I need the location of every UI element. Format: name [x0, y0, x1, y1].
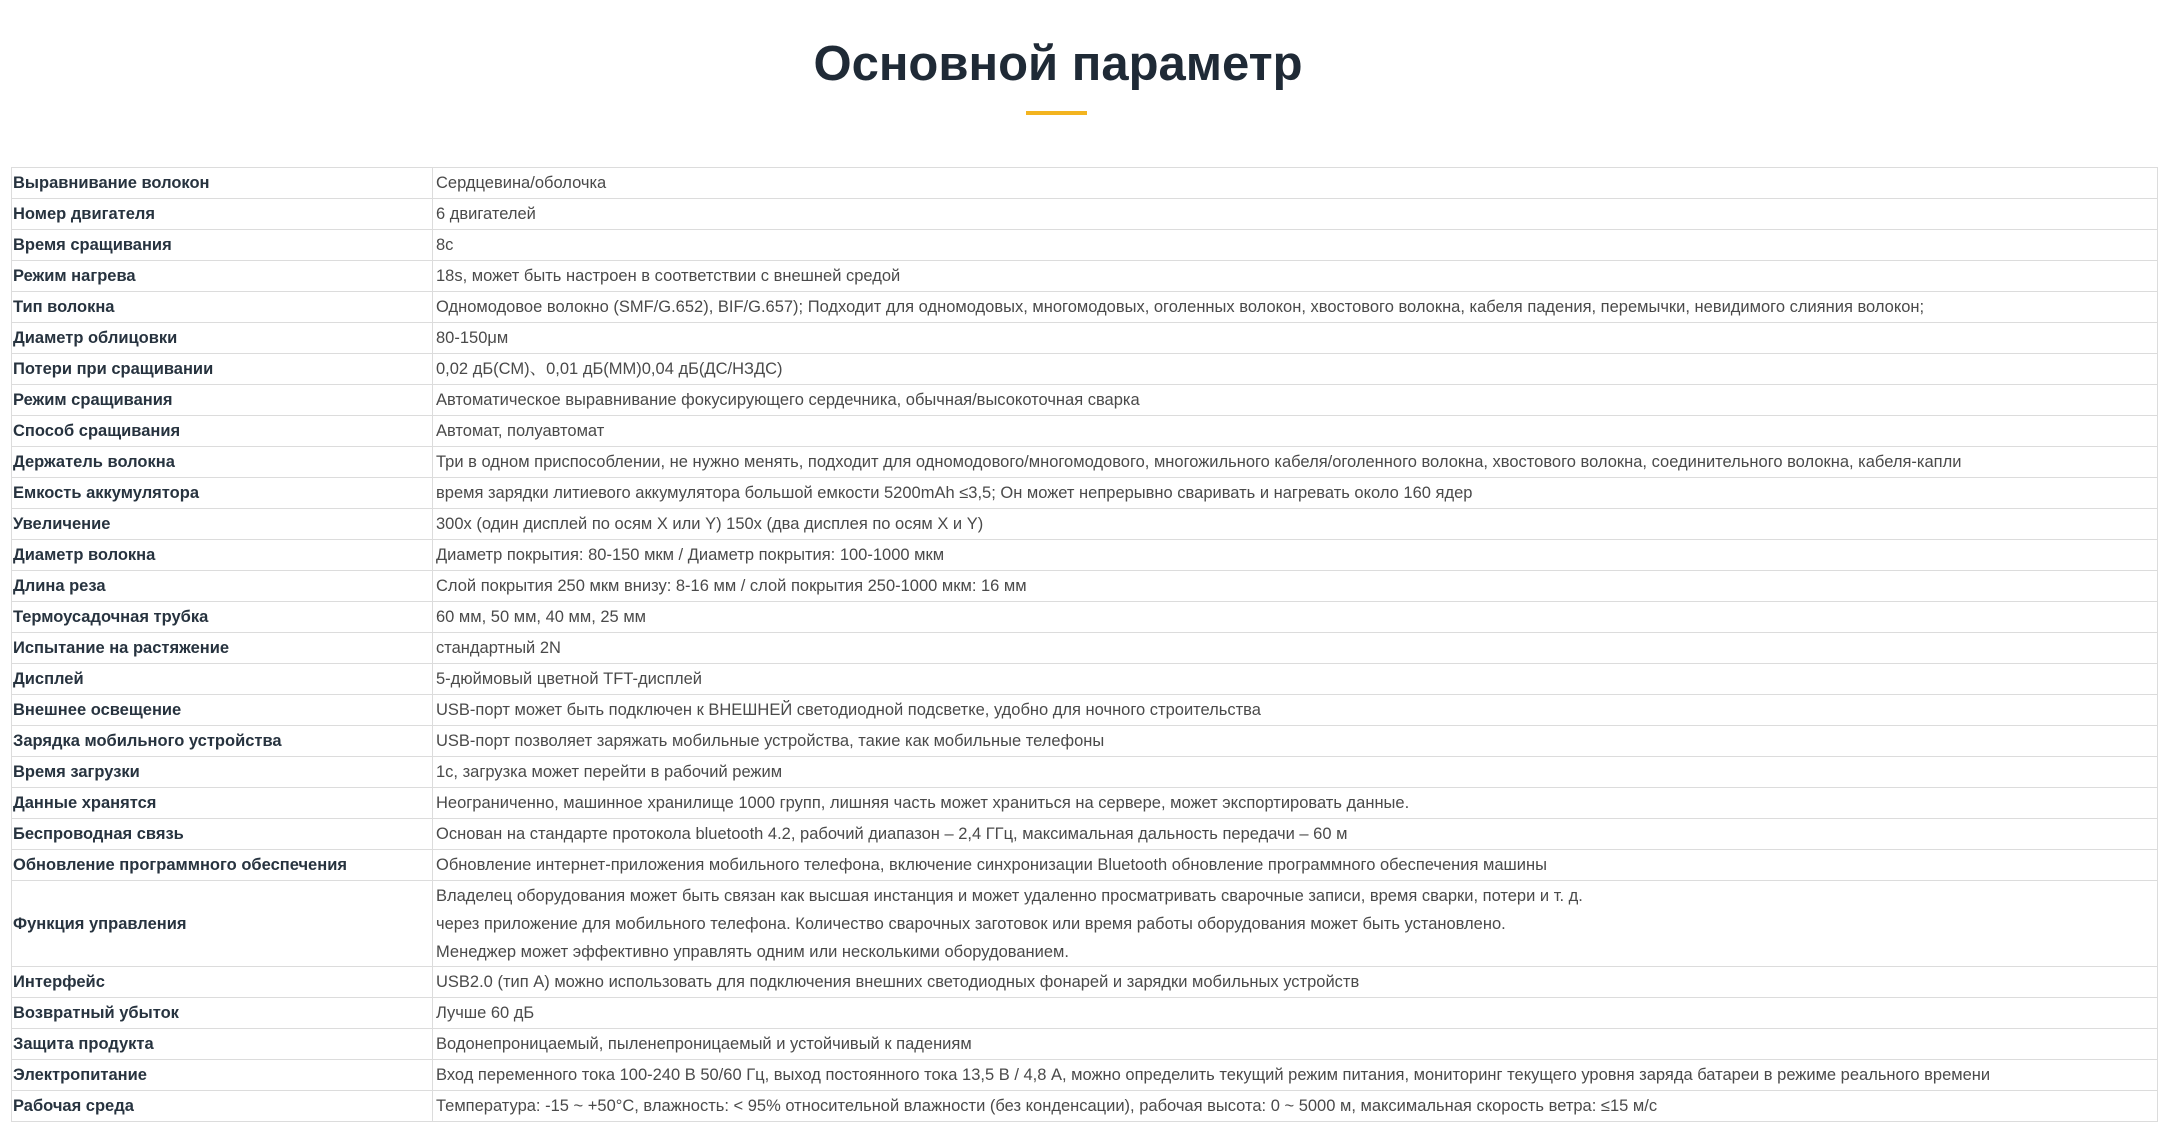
spec-value-text: 300x (один дисплей по осям X или Y) 150x (два дисплея по осям X и Y): [436, 515, 984, 533]
table-row: [12, 998, 2158, 1029]
spec-value-cell: [433, 416, 2158, 447]
spec-param-label: Зарядка мобильного устройства: [12, 726, 433, 757]
spec-value-cell: [433, 292, 2158, 323]
spec-param-label: Время загрузки: [12, 757, 433, 788]
spec-param-label: Тип волокна: [12, 292, 433, 323]
spec-param-label: Рабочая среда: [12, 1091, 433, 1122]
table-row: [12, 850, 2158, 881]
spec-param-label: Обновление программного обеспечения: [12, 850, 433, 881]
spec-value-text: Менеджер может эффективно управлять одним или несколькими оборудованием.: [436, 942, 1069, 961]
table-row: [12, 385, 2158, 416]
spec-value-cell: [433, 664, 2158, 695]
spec-value-text: 6 двигателей: [436, 205, 536, 223]
spec-value-text: Три в одном приспособлении, не нужно менять, подходит для одномодового/многомодового, многожильного кабеля/оголенного волокна, хвостового волокна, соединительного волокна, кабеля-капли: [436, 453, 1962, 471]
table-row: [12, 967, 2158, 998]
spec-value-text: Слой покрытия 250 мкм внизу: 8-16 мм / слой покрытия 250-1000 мкм: 16 мм: [436, 577, 1027, 595]
spec-param-label: Беспроводная связь: [12, 819, 433, 850]
spec-value-text: 1с, загрузка может перейти в рабочий режим: [436, 763, 783, 781]
spec-value-cell: [433, 261, 2158, 292]
table-row: [12, 633, 2158, 664]
table-row: [12, 168, 2158, 199]
spec-value-text: USB2.0 (тип A) можно использовать для подключения внешних светодиодных фонарей и зарядки мобильных устройств: [436, 973, 1360, 991]
spec-value-cell: [433, 757, 2158, 788]
table-row: [12, 571, 2158, 602]
spec-table-body: [12, 168, 2158, 1122]
spec-value-text: 60 мм, 50 мм, 40 мм, 25 мм: [436, 608, 647, 626]
spec-value-text: 8с: [436, 236, 454, 254]
table-row: [12, 199, 2158, 230]
spec-value-cell: [433, 447, 2158, 478]
table-row: [12, 416, 2158, 447]
spec-value-cell: [433, 1060, 2158, 1091]
spec-param-label: Потери при сращивании: [12, 354, 433, 385]
spec-value-cell: [433, 695, 2158, 726]
spec-value-cell: [433, 850, 2158, 881]
spec-value-text: Сердцевина/оболочка: [436, 174, 607, 192]
spec-value-text: 0,02 дБ(СМ)、0,01 дБ(ММ)0,04 дБ(ДС/НЗДС): [436, 360, 783, 378]
spec-value-cell: [433, 385, 2158, 416]
spec-param-label: Электропитание: [12, 1060, 433, 1091]
spec-value-text: стандартный 2N: [436, 639, 561, 657]
spec-value-cell: [433, 571, 2158, 602]
table-row: [12, 1029, 2158, 1060]
spec-value-cell: [433, 602, 2158, 633]
spec-value-cell: [433, 168, 2158, 199]
spec-param-label: Интерфейс: [12, 967, 433, 998]
spec-param-label: Режим сращивания: [12, 385, 433, 416]
spec-value-text: Автомат, полуавтомат: [436, 422, 605, 440]
spec-value-cell: [433, 354, 2158, 385]
spec-value-text: Автоматическое выравнивание фокусирующего сердечника, обычная/высокоточная сварка: [436, 391, 1140, 409]
spec-value-cell: [433, 788, 2158, 819]
spec-value-text: Неограниченно, машинное хранилище 1000 групп, лишняя часть может храниться на сервере, может экспортировать данные.: [436, 794, 1410, 812]
spec-value-text: Вход переменного тока 100-240 В 50/60 Гц, выход постоянного тока 13,5 В / 4,8 А, можно определить текущий режим питания, мониторинг текущего уровня заряда батареи в режиме реального времени: [436, 1066, 1991, 1084]
table-row: [12, 1091, 2158, 1122]
spec-param-label: Функция управления: [12, 881, 433, 967]
spec-value-cell: [433, 478, 2158, 509]
table-row: [12, 757, 2158, 788]
spec-value-text: через приложение для мобильного телефона. Количество сварочных заготовок или время работы оборудования может быть установлено.: [436, 914, 1506, 933]
spec-value-cell: [433, 881, 2158, 967]
spec-param-label: Выравнивание волокон: [12, 168, 433, 199]
table-row: [12, 447, 2158, 478]
table-row: [12, 819, 2158, 850]
title-underline: [1026, 111, 1087, 115]
spec-value-cell: [433, 726, 2158, 757]
spec-param-label: Длина реза: [12, 571, 433, 602]
spec-param-label: Держатель волокна: [12, 447, 433, 478]
spec-param-label: Режим нагрева: [12, 261, 433, 292]
spec-param-label: Диаметр облицовки: [12, 323, 433, 354]
table-row: [12, 726, 2158, 757]
table-row: [12, 230, 2158, 261]
spec-value-cell: [433, 509, 2158, 540]
spec-param-label: Время сращивания: [12, 230, 433, 261]
spec-value-cell: [433, 230, 2158, 261]
spec-value-cell: [433, 633, 2158, 664]
spec-value-cell: [433, 1029, 2158, 1060]
table-row: [12, 881, 2158, 967]
spec-param-label: Возвратный убыток: [12, 998, 433, 1029]
table-row: [12, 323, 2158, 354]
spec-value-cell: [433, 998, 2158, 1029]
spec-param-label: Номер двигателя: [12, 199, 433, 230]
spec-param-label: Испытание на растяжение: [12, 633, 433, 664]
spec-value-cell: [433, 323, 2158, 354]
spec-param-label: Емкость аккумулятора: [12, 478, 433, 509]
table-row: [12, 478, 2158, 509]
table-row: [12, 292, 2158, 323]
table-row: [12, 509, 2158, 540]
spec-value-text: Владелец оборудования может быть связан как высшая инстанция и может удаленно просматривать сварочные записи, время сварки, потери и т. д.: [436, 886, 1583, 905]
spec-value-text: время зарядки литиевого аккумулятора большой емкости 5200mAh ≤3,5; Он может непрерывно сваривать и нагревать около 160 ядер: [436, 484, 1473, 502]
spec-value-text: 80-150μм: [436, 329, 509, 347]
spec-param-label: Дисплей: [12, 664, 433, 695]
spec-param-label: Внешнее освещение: [12, 695, 433, 726]
page-title: Основной параметр: [813, 37, 1303, 91]
table-row: [12, 354, 2158, 385]
spec-value-text: Лучше 60 дБ: [436, 1004, 535, 1022]
table-row: [12, 1060, 2158, 1091]
spec-value-text: Температура: -15 ~ +50°C, влажность: < 95% относительной влажности (без конденсации), рабочая высота: 0 ~ 5000 м, максимальная скорость ветра: ≤15 м/с: [436, 1097, 1658, 1115]
spec-param-label: Увеличение: [12, 509, 433, 540]
spec-value-text: Основан на стандарте протокола bluetooth 4.2, рабочий диапазон – 2,4 ГГц, максимальная дальность передачи – 60 м: [436, 825, 1348, 843]
spec-value-text: 18s, может быть настроен в соответствии с внешней средой: [436, 267, 901, 285]
spec-value-cell: [433, 540, 2158, 571]
spec-value-text: Одномодовое волокно (SMF/G.652), BIF/G.657); Подходит для одномодовых, многомодовых, оголенных волокон, хвостового волокна, кабеля падения, перемычки, невидимого слияния волокон;: [436, 298, 1925, 316]
spec-table: [11, 167, 2158, 1122]
spec-value-cell: [433, 819, 2158, 850]
spec-value-text: Обновление интернет-приложения мобильного телефона, включение синхронизации Bluetooth обновление программного обеспечения машины: [436, 856, 1547, 874]
spec-value-text: Диаметр покрытия: 80-150 мкм / Диаметр покрытия: 100-1000 мкм: [436, 546, 945, 564]
spec-value-cell: [433, 199, 2158, 230]
spec-param-label: Защита продукта: [12, 1029, 433, 1060]
table-row: [12, 602, 2158, 633]
spec-value-text: 5-дюймовый цветной TFT-дисплей: [436, 670, 703, 688]
spec-value-cell: [433, 967, 2158, 998]
spec-param-label: Термоусадочная трубка: [12, 602, 433, 633]
spec-value-text: Водонепроницаемый, пыленепроницаемый и устойчивый к падениям: [436, 1035, 972, 1053]
table-row: [12, 664, 2158, 695]
table-row: [12, 695, 2158, 726]
table-row: [12, 788, 2158, 819]
spec-param-label: Способ сращивания: [12, 416, 433, 447]
table-row: [12, 261, 2158, 292]
spec-value-cell: [433, 1091, 2158, 1122]
spec-value-text: USB-порт позволяет заряжать мобильные устройства, такие как мобильные телефоны: [436, 732, 1105, 750]
spec-value-text: USB-порт может быть подключен к ВНЕШНЕЙ светодиодной подсветке, удобно для ночного строительства: [436, 701, 1261, 719]
spec-param-label: Диаметр волокна: [12, 540, 433, 571]
spec-param-label: Данные хранятся: [12, 788, 433, 819]
table-row: [12, 540, 2158, 571]
